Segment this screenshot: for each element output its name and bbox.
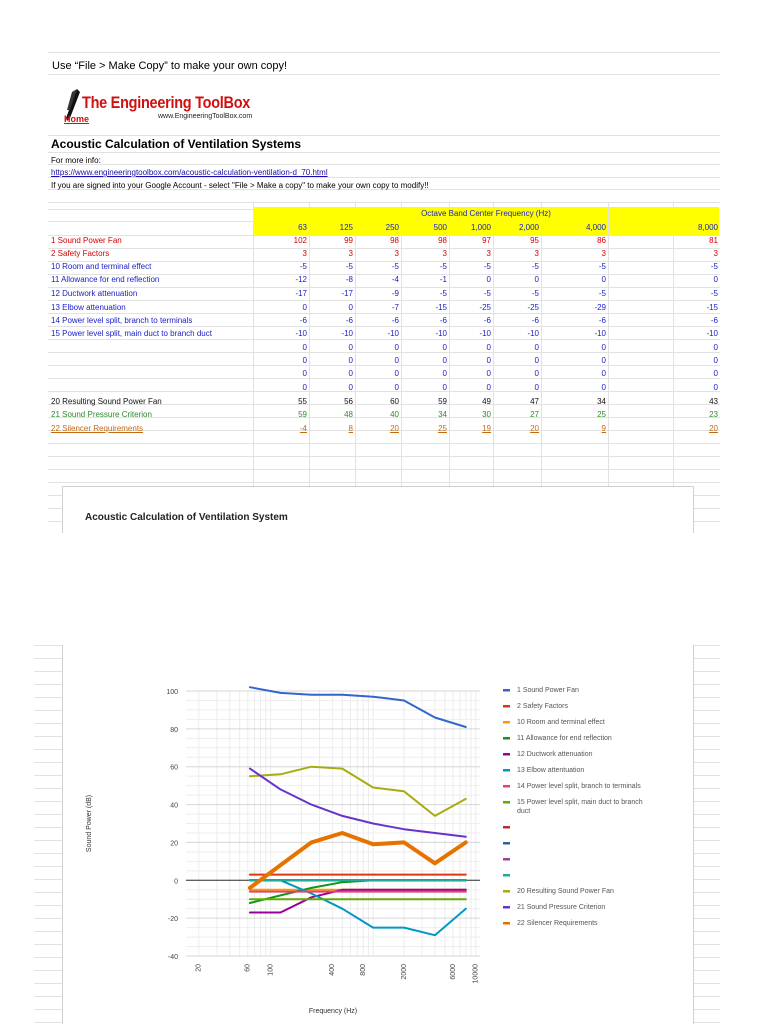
page-title: Acoustic Calculation of Ventilation Systems xyxy=(51,137,302,151)
grid-row-line xyxy=(34,762,62,763)
legend-swatch xyxy=(503,874,510,877)
table-cell[interactable]: -5 xyxy=(299,262,307,271)
grid-row-line xyxy=(34,931,62,932)
table-cell[interactable]: 3 xyxy=(486,249,491,258)
table-cell[interactable]: 0 xyxy=(442,383,447,392)
more-info-label: For more info: xyxy=(51,156,101,165)
table-cell[interactable]: 34 xyxy=(438,410,447,419)
grid-row-line xyxy=(692,801,720,802)
table-cell[interactable]: -9 xyxy=(391,289,399,298)
table-cell[interactable]: 3 xyxy=(601,249,606,258)
frequency-header-cell[interactable]: 2,000 xyxy=(518,223,539,232)
table-cell[interactable]: 8 xyxy=(348,424,353,433)
legend-label: 13 Elbow attentuation xyxy=(517,767,585,774)
table-cell[interactable]: -5 xyxy=(483,289,491,298)
frequency-header-cell[interactable]: 4,000 xyxy=(585,223,606,232)
table-cell[interactable]: 0 xyxy=(302,356,307,365)
table-cell[interactable]: 19 xyxy=(482,424,491,433)
table-cell[interactable]: 3 xyxy=(713,249,718,258)
table-cell[interactable]: -17 xyxy=(341,289,353,298)
x-tick-label: 2000 xyxy=(400,964,408,980)
legend-swatch xyxy=(503,753,510,756)
table-cell[interactable]: 43 xyxy=(709,397,718,406)
frequency-header-cell[interactable]: 1,000 xyxy=(470,223,491,232)
table-cell[interactable]: 0 xyxy=(601,356,606,365)
x-tick-label: 10000 xyxy=(472,964,480,984)
table-cell[interactable]: -5 xyxy=(391,262,399,271)
legend-swatch xyxy=(503,737,510,740)
legend-swatch xyxy=(503,769,510,772)
table-cell[interactable]: 0 xyxy=(348,303,353,312)
table-cell[interactable]: 20 xyxy=(530,424,539,433)
y-tick-label: 20 xyxy=(170,840,178,848)
grid-row-line xyxy=(692,723,720,724)
y-tick-label: -40 xyxy=(167,954,178,961)
grid-row-line xyxy=(48,74,720,75)
table-cell[interactable]: 9 xyxy=(601,424,606,433)
grid-strip-right xyxy=(692,645,720,1024)
grid-row-line xyxy=(34,814,62,815)
table-cell[interactable]: -5 xyxy=(345,262,353,271)
table-cell[interactable]: 0 xyxy=(486,369,491,378)
table-cell[interactable]: 0 xyxy=(442,343,447,352)
table-cell[interactable]: 3 xyxy=(442,249,447,258)
table-cell[interactable]: -17 xyxy=(295,289,307,298)
y-axis-title: Sound Power (dB) xyxy=(86,794,93,853)
table-cell[interactable]: 0 xyxy=(713,275,718,284)
y-tick-label: 80 xyxy=(170,726,178,734)
table-cell[interactable]: 47 xyxy=(530,397,539,406)
grid-row-line xyxy=(48,482,720,483)
legend-label: duct xyxy=(517,808,531,815)
table-cell[interactable]: 0 xyxy=(713,369,718,378)
row-label[interactable]: 2 Safety Factors xyxy=(51,249,110,258)
chart-panel[interactable] xyxy=(62,645,694,1024)
table-cell[interactable]: 49 xyxy=(482,397,491,406)
table-cell[interactable]: -5 xyxy=(483,262,491,271)
table-cell[interactable]: 98 xyxy=(390,236,399,245)
table-cell[interactable]: -6 xyxy=(598,316,606,325)
row-label[interactable]: 13 Elbow attenuation xyxy=(51,303,126,312)
legend-swatch xyxy=(503,922,510,925)
grid-row-line xyxy=(34,840,62,841)
table-cell[interactable]: 0 xyxy=(534,343,539,352)
y-tick-label: -20 xyxy=(167,916,178,924)
table-cell[interactable]: -10 xyxy=(594,329,606,338)
grid-row-line xyxy=(34,983,62,984)
table-cell[interactable]: 0 xyxy=(302,343,307,352)
legend-swatch xyxy=(503,858,510,861)
grid-row-line xyxy=(34,775,62,776)
grid-row-line xyxy=(34,671,62,672)
grid-row-line xyxy=(692,762,720,763)
table-cell[interactable]: 0 xyxy=(534,356,539,365)
grid-row-line xyxy=(692,996,720,997)
table-cell[interactable]: -6 xyxy=(531,316,539,325)
grid-row-line xyxy=(692,931,720,932)
grid-row-line xyxy=(34,723,62,724)
grid-row-line xyxy=(692,944,720,945)
table-cell[interactable]: 0 xyxy=(486,383,491,392)
table-cell[interactable]: 0 xyxy=(302,369,307,378)
frequency-header-cell[interactable]: 125 xyxy=(339,223,353,232)
grid-row-line xyxy=(692,840,720,841)
grid-row-line xyxy=(692,645,720,646)
grid-row-line xyxy=(34,1009,62,1010)
table-cell[interactable]: 102 xyxy=(293,236,307,245)
legend-swatch xyxy=(503,801,510,804)
grid-row-line xyxy=(692,697,720,698)
legend-swatch xyxy=(503,906,510,909)
y-tick-label: 40 xyxy=(170,802,178,810)
legend-label: 20 Resulting Sound Power Fan xyxy=(517,888,614,895)
line-chart xyxy=(63,645,693,1024)
copy-note: Use “File > Make Copy” to make your own copy! xyxy=(52,60,288,72)
table-cell[interactable]: 59 xyxy=(298,410,307,419)
row-label[interactable]: 15 Power level split, main duct to branch duct xyxy=(51,329,212,338)
table-cell[interactable]: -5 xyxy=(710,262,718,271)
grid-row-line xyxy=(692,879,720,880)
grid-row-line xyxy=(34,749,62,750)
grid-row-line xyxy=(34,1022,62,1023)
grid-row-line xyxy=(692,671,720,672)
frequency-header: Octave Band Center Frequency (Hz) xyxy=(421,209,551,218)
table-cell[interactable]: 0 xyxy=(601,343,606,352)
table-cell[interactable]: -7 xyxy=(391,303,399,312)
frequency-header-cell[interactable]: 250 xyxy=(385,223,399,232)
table-cell[interactable]: 0 xyxy=(442,369,447,378)
table-cell[interactable]: 0 xyxy=(713,356,718,365)
legend-label: 1 Sound Power Fan xyxy=(517,687,579,694)
grid-row-line xyxy=(34,866,62,867)
grid-row-line xyxy=(692,736,720,737)
table-cell[interactable]: 0 xyxy=(442,356,447,365)
reference-link[interactable]: https://www.engineeringtoolbox.com/acoustic-calculation-ventilation-d_70.html xyxy=(51,168,328,177)
table-cell[interactable]: -5 xyxy=(531,289,539,298)
grid-strip-left xyxy=(34,645,62,1024)
grid-row-line xyxy=(48,300,720,301)
frequency-header-cell[interactable]: 500 xyxy=(433,223,447,232)
table-cell[interactable]: -10 xyxy=(527,329,539,338)
grid-row-line xyxy=(48,135,720,136)
grid-row-line xyxy=(692,710,720,711)
y-tick-label: 100 xyxy=(166,689,178,696)
row-label[interactable]: 12 Ductwork attenuation xyxy=(51,289,138,298)
row-label[interactable]: 1 Sound Power Fan xyxy=(51,236,122,245)
table-cell[interactable]: 3 xyxy=(348,249,353,258)
table-cell[interactable]: 0 xyxy=(302,303,307,312)
grid-row-line xyxy=(34,879,62,880)
table-cell[interactable]: 95 xyxy=(530,236,539,245)
table-cell[interactable]: 0 xyxy=(394,343,399,352)
table-cell[interactable]: 0 xyxy=(534,369,539,378)
grid-row-line xyxy=(692,866,720,867)
grid-row-line xyxy=(692,814,720,815)
table-cell[interactable]: -5 xyxy=(439,262,447,271)
grid-row-line xyxy=(48,456,720,457)
table-cell[interactable]: 0 xyxy=(394,356,399,365)
grid-row-line xyxy=(692,892,720,893)
legend-label: 12 Ductwork attenuation xyxy=(517,751,593,758)
table-cell[interactable]: -1 xyxy=(439,275,447,284)
grid-row-line xyxy=(48,443,720,444)
x-tick-label: 20 xyxy=(195,964,203,972)
series-line xyxy=(250,687,466,727)
table-cell[interactable]: -4 xyxy=(299,424,307,433)
table-cell[interactable]: 0 xyxy=(534,275,539,284)
table-cell[interactable]: 0 xyxy=(348,369,353,378)
legend-label: 10 Room and terminal effect xyxy=(517,719,605,726)
table-cell[interactable]: -5 xyxy=(598,262,606,271)
table-cell[interactable]: 86 xyxy=(597,236,606,245)
grid-row-line xyxy=(48,152,720,153)
grid-row-line xyxy=(34,645,62,646)
logo-title: The Engineering ToolBox xyxy=(82,93,251,112)
grid-row-line xyxy=(692,853,720,854)
table-cell[interactable]: 98 xyxy=(438,236,447,245)
row-label[interactable]: 10 Room and terminal effect xyxy=(51,262,152,271)
grid-row-line xyxy=(34,957,62,958)
legend-label: 11 Allowance for end reflection xyxy=(517,735,612,742)
table-cell[interactable]: -10 xyxy=(706,329,718,338)
grid-row-line xyxy=(692,788,720,789)
y-tick-label: 60 xyxy=(170,764,178,772)
grid-row-line xyxy=(34,970,62,971)
table-cell[interactable]: 40 xyxy=(390,410,399,419)
logo-url: www.EngineeringToolBox.com xyxy=(158,113,253,120)
grid-row-line xyxy=(692,983,720,984)
table-cell[interactable]: 25 xyxy=(597,410,606,419)
y-tick-label: 0 xyxy=(174,878,178,886)
grid-row-line xyxy=(34,827,62,828)
grid-row-line xyxy=(692,918,720,919)
table-cell[interactable]: 0 xyxy=(713,343,718,352)
table-cell[interactable]: -25 xyxy=(527,303,539,312)
table-cell[interactable]: 3 xyxy=(534,249,539,258)
row-label[interactable]: 20 Resulting Sound Power Fan xyxy=(51,397,162,406)
table-cell[interactable]: 23 xyxy=(709,410,718,419)
table-cell[interactable]: 0 xyxy=(534,383,539,392)
table-cell[interactable]: 0 xyxy=(601,275,606,284)
grid-row-line xyxy=(692,1009,720,1010)
x-tick-label: 800 xyxy=(360,964,368,976)
table-cell[interactable]: -25 xyxy=(479,303,491,312)
table-cell[interactable]: -29 xyxy=(594,303,606,312)
table-cell[interactable]: 30 xyxy=(482,410,491,419)
table-cell[interactable]: 0 xyxy=(486,356,491,365)
x-tick-label: 6000 xyxy=(449,964,457,980)
legend-label: 14 Power level split, branch to terminals xyxy=(517,783,641,790)
grid-row-line xyxy=(48,164,720,165)
table-cell[interactable]: 56 xyxy=(344,397,353,406)
table-cell[interactable]: -5 xyxy=(598,289,606,298)
table-cell[interactable]: 0 xyxy=(302,383,307,392)
table-cell[interactable]: 48 xyxy=(344,410,353,419)
table-cell[interactable]: 0 xyxy=(394,369,399,378)
table-cell[interactable]: -6 xyxy=(710,316,718,325)
grid-row-line xyxy=(692,905,720,906)
table-cell[interactable]: -6 xyxy=(483,316,491,325)
legend-label: 2 Safety Factors xyxy=(517,703,568,710)
legend-swatch xyxy=(503,689,510,692)
legend-label: 22 Silencer Requirements xyxy=(517,920,598,927)
frequency-header-cell[interactable]: 63 xyxy=(298,223,307,232)
table-cell[interactable]: 0 xyxy=(486,275,491,284)
table-cell[interactable]: -5 xyxy=(531,262,539,271)
legend-swatch xyxy=(503,785,510,788)
legend-swatch xyxy=(503,890,510,893)
grid-row-line xyxy=(34,996,62,997)
x-tick-label: 60 xyxy=(244,964,252,972)
table-cell[interactable]: -10 xyxy=(479,329,491,338)
table-cell[interactable]: -15 xyxy=(706,303,718,312)
table-cell[interactable]: -10 xyxy=(435,329,447,338)
grid-row-line xyxy=(692,827,720,828)
grid-row-line xyxy=(34,892,62,893)
chart-panel-title: Acoustic Calculation of Ventilation System xyxy=(85,512,288,523)
table-cell[interactable]: 99 xyxy=(344,236,353,245)
grid-row-line xyxy=(34,684,62,685)
grid-row-line xyxy=(34,853,62,854)
table-cell[interactable]: -5 xyxy=(710,289,718,298)
grid-row-line xyxy=(48,469,720,470)
table-cell[interactable]: 0 xyxy=(348,383,353,392)
grid-row-line xyxy=(692,658,720,659)
grid-row-line xyxy=(34,658,62,659)
table-cell[interactable]: -12 xyxy=(295,275,307,284)
table-cell[interactable]: 0 xyxy=(348,356,353,365)
table-cell[interactable]: 0 xyxy=(601,383,606,392)
row-label[interactable]: 21 Sound Pressure Criterion xyxy=(51,410,152,419)
signed-in-note: If you are signed into your Google Account - select "File > Make a copy" to make your own copy to modify!! xyxy=(51,181,429,190)
grid-row-line xyxy=(48,202,720,203)
table-cell[interactable]: -6 xyxy=(345,316,353,325)
grid-row-line xyxy=(34,905,62,906)
grid-row-line xyxy=(34,788,62,789)
x-axis-title: Frequency (Hz) xyxy=(308,1008,358,1015)
table-cell[interactable]: 59 xyxy=(438,397,447,406)
home-link[interactable]: Home xyxy=(64,114,90,124)
grid-row-line xyxy=(692,684,720,685)
grid-row-line xyxy=(692,749,720,750)
grid-row-line xyxy=(34,710,62,711)
table-cell[interactable]: -6 xyxy=(439,316,447,325)
table-cell[interactable]: 27 xyxy=(530,410,539,419)
table-cell[interactable]: -8 xyxy=(345,275,353,284)
table-cell[interactable]: 20 xyxy=(390,424,399,433)
frequency-header-cell[interactable]: 8,000 xyxy=(697,223,718,232)
grid-row-line xyxy=(34,736,62,737)
table-cell[interactable]: 3 xyxy=(302,249,307,258)
table-cell[interactable]: 97 xyxy=(482,236,491,245)
table-cell[interactable]: -6 xyxy=(391,316,399,325)
legend-swatch xyxy=(503,826,510,829)
table-cell[interactable]: 0 xyxy=(486,343,491,352)
grid-row-line xyxy=(692,970,720,971)
grid-row-line xyxy=(692,1022,720,1023)
grid-row-line xyxy=(34,918,62,919)
table-cell[interactable]: 0 xyxy=(713,383,718,392)
grid-row-line xyxy=(34,801,62,802)
table-cell[interactable]: 0 xyxy=(394,383,399,392)
grid-row-line xyxy=(34,697,62,698)
table-cell[interactable]: 3 xyxy=(394,249,399,258)
x-tick-label: 400 xyxy=(329,964,337,976)
table-cell[interactable]: -10 xyxy=(295,329,307,338)
x-tick-label: 100 xyxy=(267,964,275,976)
legend-label: 15 Power level split, main duct to branch xyxy=(517,799,643,806)
table-cell[interactable]: 20 xyxy=(709,424,718,433)
table-cell[interactable]: -6 xyxy=(299,316,307,325)
row-label[interactable]: 14 Power level split, branch to terminals xyxy=(51,316,193,325)
legend-swatch xyxy=(503,721,510,724)
table-cell[interactable]: -5 xyxy=(439,289,447,298)
table-cell[interactable]: -10 xyxy=(341,329,353,338)
table-cell[interactable]: -10 xyxy=(387,329,399,338)
grid-row-line xyxy=(34,944,62,945)
table-cell[interactable]: 60 xyxy=(390,397,399,406)
row-label[interactable]: 11 Allowance for end reflection xyxy=(51,275,160,284)
grid-row-line xyxy=(48,52,720,53)
legend-swatch xyxy=(503,842,510,845)
legend-swatch xyxy=(503,705,510,708)
grid-row-line xyxy=(692,957,720,958)
row-label[interactable]: 22 Silencer Requirements xyxy=(51,424,144,433)
series-line xyxy=(250,880,466,935)
table-cell[interactable]: -4 xyxy=(391,275,399,284)
legend-label: 21 Sound Pressure Criterion xyxy=(517,904,606,911)
table-cell[interactable]: 0 xyxy=(348,343,353,352)
chart-panel-header[interactable] xyxy=(62,486,694,533)
grid-row-line xyxy=(692,775,720,776)
table-cell[interactable]: 0 xyxy=(601,369,606,378)
table-cell[interactable]: -15 xyxy=(435,303,447,312)
table-cell[interactable]: 55 xyxy=(298,397,307,406)
table-cell[interactable]: 81 xyxy=(709,236,718,245)
table-cell[interactable]: 25 xyxy=(438,424,447,433)
table-cell[interactable]: 34 xyxy=(597,397,606,406)
